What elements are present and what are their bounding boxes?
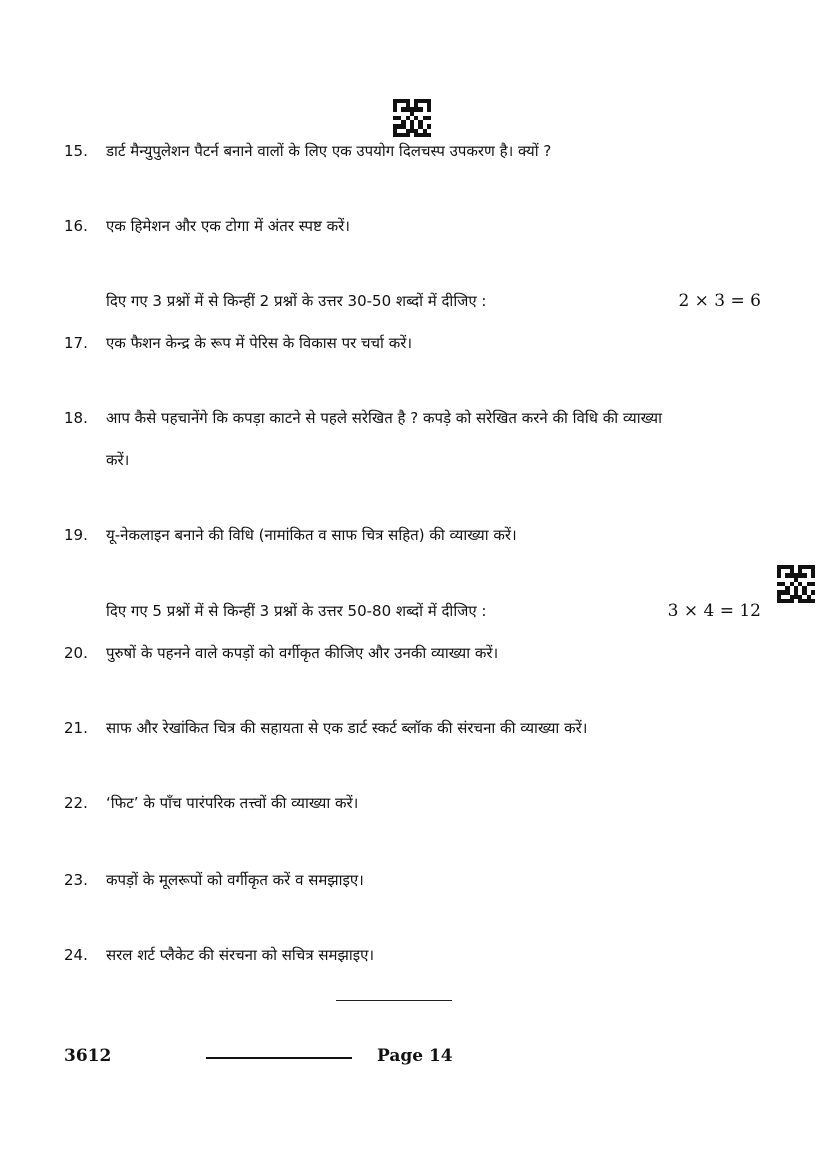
question-24: 24. सरल शर्ट प्लैकेट की संरचना को सचित्र समझाइए। [64, 946, 375, 964]
question-17: 17. एक फैशन केन्द्र के रूप में पेरिस के विकास पर चर्चा करें। [64, 334, 413, 352]
question-15: 15. डार्ट मैन्युपुलेशन पैटर्न बनाने वालों के लिए एक उपयोग दिलचस्प उपकरण है। क्यों ? [64, 142, 552, 160]
paper-code: 3612 [64, 1046, 112, 1066]
qr-code-icon [393, 99, 431, 137]
question-20: 20. पुरुषों के पहनने वाले कपड़ों को वर्गीकृत कीजिए और उनकी व्याख्या करें। [64, 644, 499, 662]
question-19: 19. यू-नेकलाइन बनाने की विधि (नामांकित व साफ चित्र सहित) की व्याख्या करें। [64, 526, 517, 544]
question-22: 22. ‘फिट’ के पाँच पारंपरिक तत्त्वों की व्याख्या करें। [64, 794, 359, 812]
question-23: 23. कपड़ों के मूलरूपों को वर्गीकृत करें व समझाइए। [64, 871, 364, 889]
question-18-continuation: करें। [106, 451, 130, 469]
section-marks: 3 × 4 = 12 [667, 601, 761, 621]
question-16: 16. एक हिमेशन और एक टोगा में अंतर स्पष्ट करें। [64, 217, 350, 235]
section-instruction: दिए गए 3 प्रश्नों में से किन्हीं 2 प्रश्नों के उत्तर 30-50 शब्दों में दीजिए : [106, 292, 487, 310]
question-18: 18. आप कैसे पहचानेंगे कि कपड़ा काटने से पहले सरेखित है ? कपड़े को सरेखित करने की विधि की व्याख्या [64, 409, 662, 427]
footer-divider [206, 1057, 352, 1059]
question-21: 21. साफ और रेखांकित चित्र की सहायता से एक डार्ट स्कर्ट ब्लॉक की संरचना की व्याख्या करें। [64, 719, 588, 737]
end-divider [336, 1000, 452, 1001]
page-number: Page 14 [377, 1046, 453, 1066]
section-instruction: दिए गए 5 प्रश्नों में से किन्हीं 3 प्रश्नों के उत्तर 50-80 शब्दों में दीजिए : [106, 602, 487, 620]
section-marks: 2 × 3 = 6 [678, 291, 761, 311]
side-qr-code-icon [777, 565, 815, 603]
